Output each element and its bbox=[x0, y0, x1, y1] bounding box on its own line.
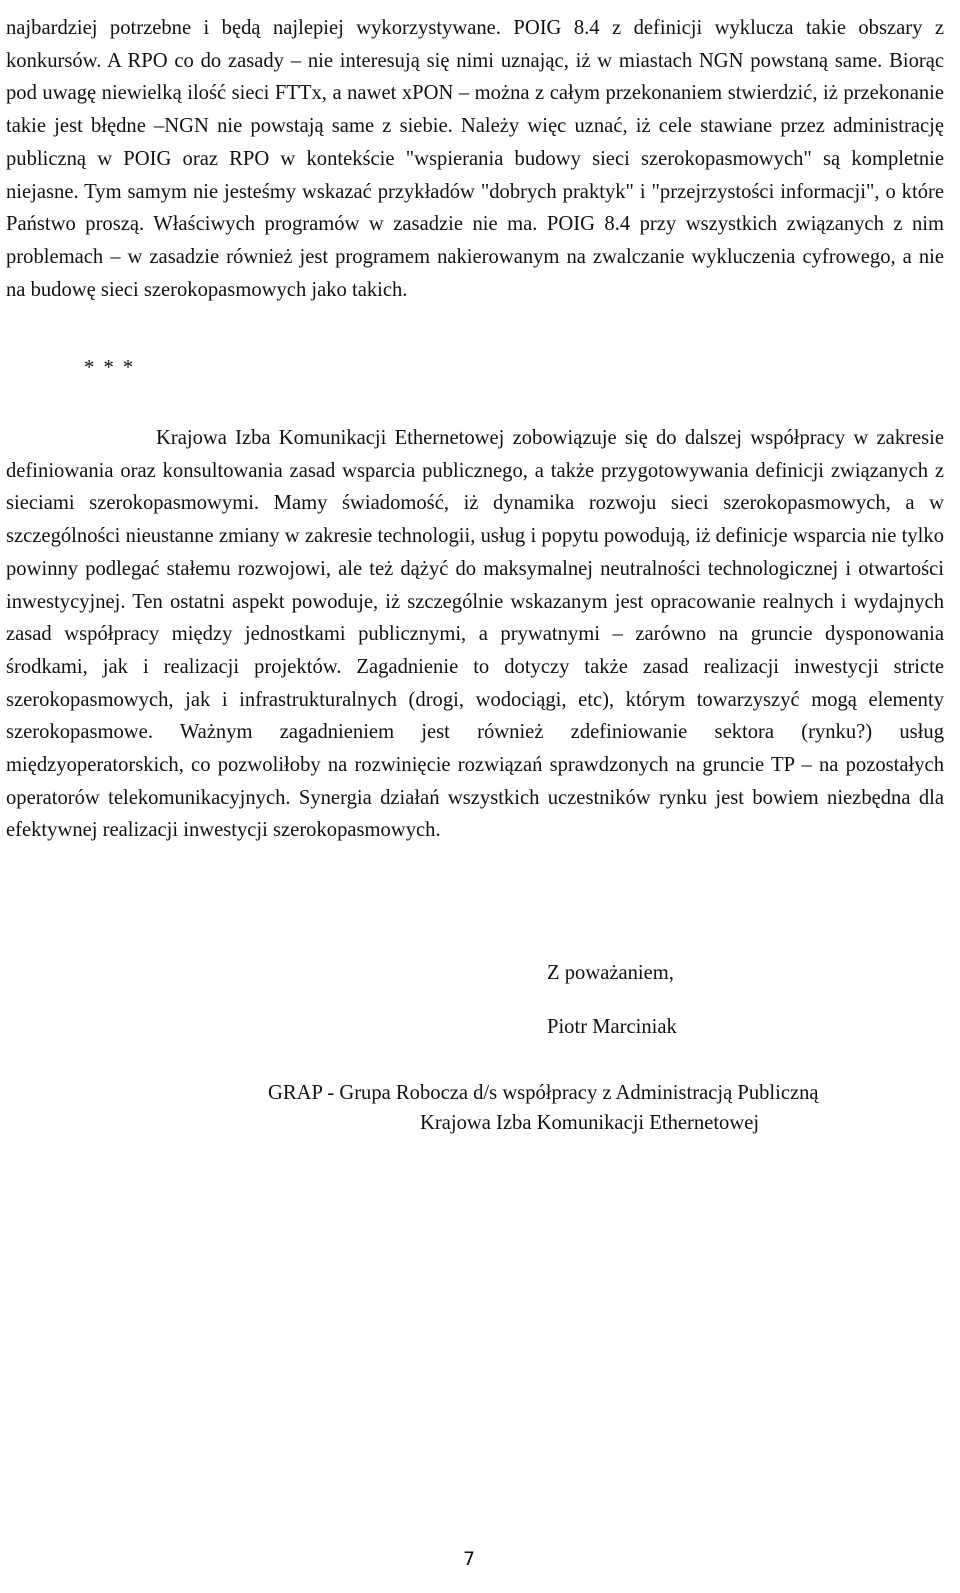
page-number: 7 bbox=[463, 1548, 476, 1570]
document-page bbox=[6, 0, 944, 1134]
body-paragraph-1: najbardziej potrzebne i będą najlepiej wykorzystywane. POIG 8.4 z definicji wyklucza takie obszary z konkursów. A RPO co do zasady – nie interesują się nimi uznając, iż w miastach NGN powstaną same. Biorąc pod uwagę niewielką ilość sieci FTTx, a nawet xPON – można z całym przekonaniem stwierdzić, iż przekonanie takie jest błędne –NGN nie powstają same z siebie. Należy więc uznać, iż cele stawiane przez administrację publiczną w POIG oraz RPO w kontekście "wspierania budowy sieci szerokopasmowych" są kompletnie niejasne. Tym samym nie jesteśmy wskazać przykładów "dobrych praktyk" i "przejrzystości informacji", o które Państwo proszą. Właściwych programów w zasadzie nie ma. POIG 8.4 przy wszystkich związanych z nim problemach – w zasadzie również jest programem nakierowanym na zwalczanie wykluczenia cyfrowego, a nie na budowę sieci szerokopasmowych jako takich. bbox=[6, 17, 944, 301]
organization-line-2: Krajowa Izba Komunikacji Ethernetowej bbox=[420, 1112, 760, 1134]
organization-line-1: GRAP - Grupa Robocza d/s współpracy z Administracją Publiczną bbox=[268, 1082, 819, 1104]
body-paragraph-2: Krajowa Izba Komunikacji Ethernetowej zobowiązuje się do dalszej współpracy w zakresie definiowania oraz konsultowania zasad wsparcia publicznego, a także przygotowywania definicji związanych z sieciami szerokopasmowymi. Mamy świadomość, iż dynamika rozwoju sieci szerokopasmowych, a w szczególności nieustanne zmiany w zakresie technologii, usług i popytu powodują, iż definicje wsparcia nie tylko powinny podlegać stałemu rozwojowi, ale też dążyć do maksymalnej neutralności technologicznej i otwartości inwestycyjnej. Ten ostatni aspekt powoduje, iż szczególnie wskazanym jest opracowanie realnych i wydajnych zasad współpracy między jednostkami publicznymi, a prywatnymi – zarówno na gruncie dysponowania środkami, jak i realizacji projektów. Zagadnienie to dotyczy także zasad realizacji inwestycji stricte szerokopasmowych, jak i infrastrukturalnych (drogi, wodociągi, etc), którym towarzyszyć mogą elementy szerokopasmowe. Ważnym zagadnieniem jest również zdefiniowanie sektora (rynku?) usług międzyoperatorskich, co pozwoliłoby na rozwinięcie rozwiązań sprawdzonych na gruncie TP – na pozostałych operatorów telekomunikacyjnych. Synergia działań wszystkich uczestników rynku jest bowiem niezbędna dla efektywnej realizacji inwestycji szerokopasmowych. bbox=[6, 427, 944, 842]
signer-name: Piotr Marciniak bbox=[547, 1016, 677, 1038]
section-separator: * * * bbox=[84, 357, 136, 379]
closing-salutation: Z poważaniem, bbox=[547, 962, 674, 984]
